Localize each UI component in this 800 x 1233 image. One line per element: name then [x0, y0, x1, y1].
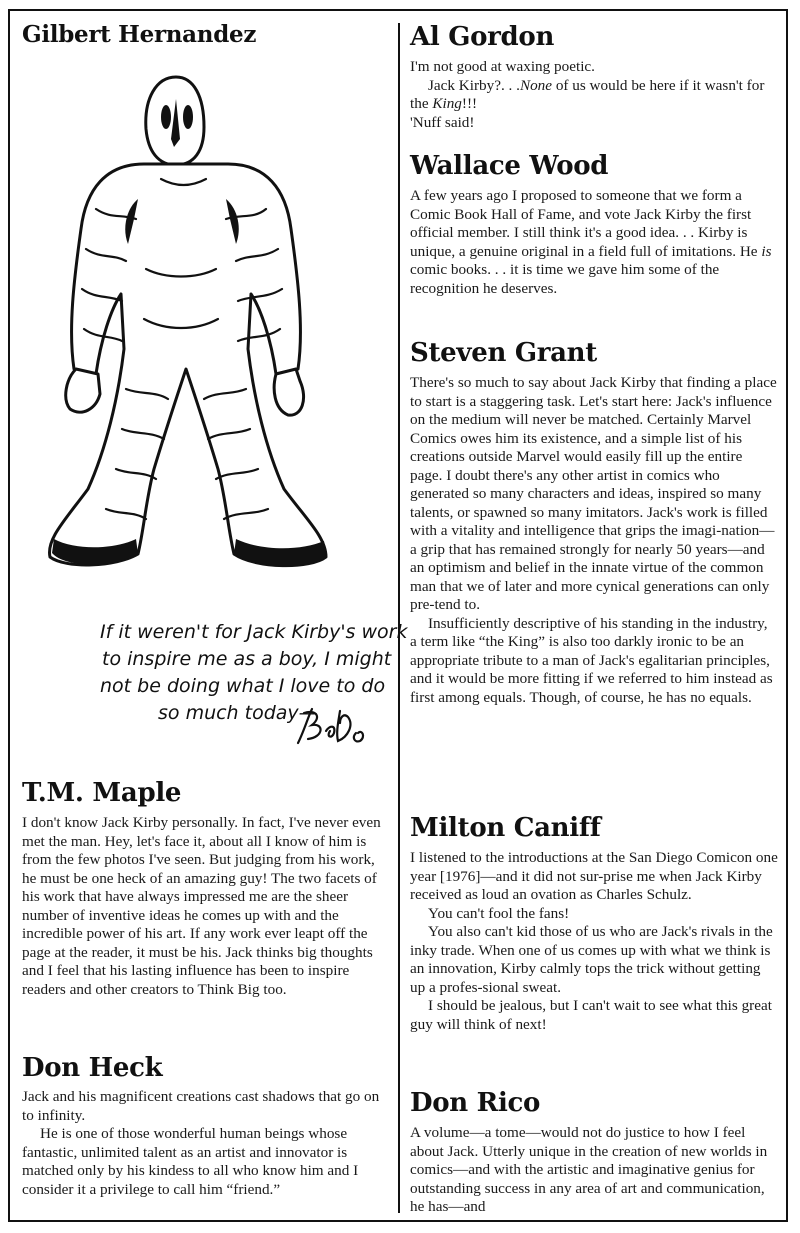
tribute-text: [410, 187, 778, 298]
contributor-name: Steven Grant: [410, 338, 597, 368]
paragraph: You also can't kid those of us who are Jack's rivals in the inky trade. When one of us comes up with what we think is an innovation, Kirby calmly tops the trick without getting up a profes-sional sweat.: [410, 923, 773, 996]
tribute-text: [22, 1088, 388, 1199]
gilbert-hernandez-illustration: [26, 69, 376, 579]
handwritten-quote-line: If it weren't for Jack Kirby's work: [100, 621, 408, 643]
contributor-name: Gilbert Hernandez: [22, 21, 257, 48]
paragraph: You can't fool the fans!: [428, 904, 570, 922]
section-hernandez: [22, 21, 388, 48]
text-run: Jack Kirby?. . .: [428, 76, 520, 94]
contributor-name: T.M. Maple: [22, 778, 182, 808]
text-run: !!!: [461, 95, 478, 112]
contributor-name: Al Gordon: [410, 22, 555, 52]
emphasis: King: [432, 95, 462, 112]
artist-signature: [290, 703, 370, 747]
tribute-text: [410, 849, 778, 1034]
contributor-name: Wallace Wood: [410, 151, 609, 181]
handwritten-quote-line: not be doing what I love to do: [100, 675, 386, 697]
handwritten-quote-line: to inspire me as a boy, I might: [102, 648, 392, 670]
section-heck: [22, 1053, 388, 1199]
emphasis: is: [761, 242, 772, 260]
contributor-name: Milton Caniff: [410, 813, 601, 843]
paragraph: Insufficiently descriptive of his standing in the industry, a term like “the King” is also too darkly ironic to be an appropriate tribute to a man of Jack's egalitarian principles, and it would be more fitting if we referred to him instead as first among equals. Though, of course, he has no equals.: [410, 614, 773, 706]
paragraph: He is one of those wonderful human beings whose fantastic, unlimited talent as an artist and innovator is matched only by his kindess to all who know him and I consider it a privilege to call him “friend.”: [22, 1125, 359, 1198]
paragraph: Jack and his magnificent creations cast shadows that go on to infinity.: [22, 1088, 380, 1124]
text-run: A few years ago I proposed to someone that we form a Comic Book Hall of Fame, and vote Jack Kirby the first official member. I still think it's a good idea. . . Kirby is unique, a genuine original in a field full of imitations. He: [410, 187, 762, 260]
text-run: comic books. . . it is time we gave him some of the recognition he deserves.: [410, 261, 720, 297]
contributor-name: Don Rico: [410, 1088, 541, 1118]
section-rico: [410, 1088, 778, 1217]
paragraph: I'm not good at waxing poetic.: [410, 58, 595, 75]
tribute-text: [410, 58, 778, 132]
emphasis: None: [519, 76, 553, 94]
paragraph: There's so much to say about Jack Kirby that finding a place to start is a staggering task. Let's start here: Jack's influence on the medium will never be matched. Certainly Marvel Comics owes him its existence, and a simple list of his creations outside Marvel would easily fill up the entire page. I doubt there's any other artist in comics who generated so many characters and ideas, inspired so many talents, or spawned so many imitators. Jack's work is filled with a vitality and intelligence that grips the imagi-nation—a grip that has remained strongly for nearly 50 years—and an optimism and belief in the innate virtue of the common man that we of later and more cynical generations can only pre-tend to.: [410, 374, 777, 613]
paragraph: [410, 77, 778, 114]
magazine-page: [8, 9, 788, 1222]
tribute-text: [410, 374, 778, 707]
paragraph: 'Nuff said!: [410, 113, 475, 131]
section-gordon: [410, 22, 778, 132]
section-caniff: [410, 813, 778, 1034]
text-run: of us would be here if it wasn't for the: [410, 76, 765, 112]
paragraph: I should be jealous, but I can't wait to see what this great guy will think of next!: [410, 997, 772, 1033]
paragraph: [410, 187, 778, 298]
section-maple: [22, 778, 388, 999]
paragraph: A volume—a tome—would not do justice to how I feel about Jack. Utterly unique in the creation of new worlds in comics—and with the artistic and imaginative genius for outstanding success in any area of art and communication, he has—and: [410, 1124, 768, 1215]
tribute-text: [22, 814, 388, 999]
paragraph: I listened to the introductions at the San Diego Comicon one year [1976]—and it did not sur-prise me when Jack Kirby received as loud an ovation as Charles Schulz.: [410, 849, 778, 903]
handwritten-quote-line: so much today—: [158, 702, 318, 724]
tribute-text: [410, 1124, 778, 1217]
section-grant: [410, 338, 778, 707]
section-wood: [410, 151, 778, 298]
paragraph: I don't know Jack Kirby personally. In fact, I've never even met the man. Hey, let's face it, about all I know of him is from the few photos I've seen. But judging from his work, he must be one heck of an amazing guy! The two facets of his work that have always impressed me are the sheer number of inventive ideas he comes up with and the incredible power of his art. If any work ever leapt off the page at the reader, it must be his. Jack thinks big thoughts and I feel that his lasting influence has been to inspire readers and other creators to Think Big too.: [22, 814, 381, 998]
contributor-name: Don Heck: [22, 1053, 163, 1083]
column-divider: [398, 23, 400, 1213]
